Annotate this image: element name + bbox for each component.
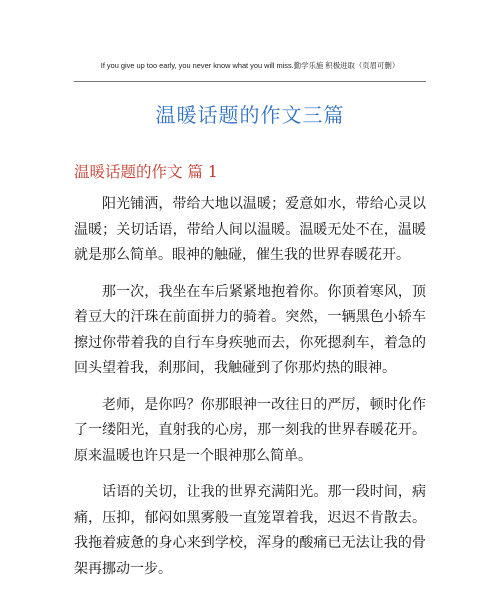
- paragraph: 老师，是你吗？你那眼神一改往日的严厉，顿时化作了一缕阳光，直射我的心房，那一刻我的世界春暖花开。原来温暖也许只是一个眼神那么简单。: [74, 396, 426, 464]
- article-body: [74, 192, 426, 593]
- paragraph: 话语的关切，让我的世界充满阳光。那一段时间，病痛，压抑，郁闷如黑雾般一直笼罩着我，迟迟不肯散去。我拖着疲惫的身心来到学校，浑身的酸痛已无法让我的骨架再挪动一步。: [74, 484, 426, 577]
- paragraph: 阳光铺洒，带给大地以温暖；爱意如水，带给心灵以温暖；关切话语，带给人间以温暖。温暖无处不在，温暖就是那么简单。眼神的触碰，催生我的世界春暖花开。: [74, 196, 426, 263]
- document-title: 温暖话题的作文三篇: [155, 103, 345, 127]
- paragraph: 那一次，我坐在车后紧紧地抱着你。你顶着寒风，顶着豆大的汗珠在前面拼力的骑着。突然，一辆黑色小轿车擦过你带着我的自行车身疾驰而去，你死摁刹车，着急的回头望着我，刹那间，我触碰到了你那灼热的眼神。: [74, 283, 426, 376]
- header-divider: [74, 81, 426, 82]
- page-header-motto: If you give up too early, you never know what you will miss.勤学乐施 积极进取（页眉可删）: [100, 61, 400, 70]
- section-heading: 温暖话题的作文 篇 1: [74, 163, 218, 181]
